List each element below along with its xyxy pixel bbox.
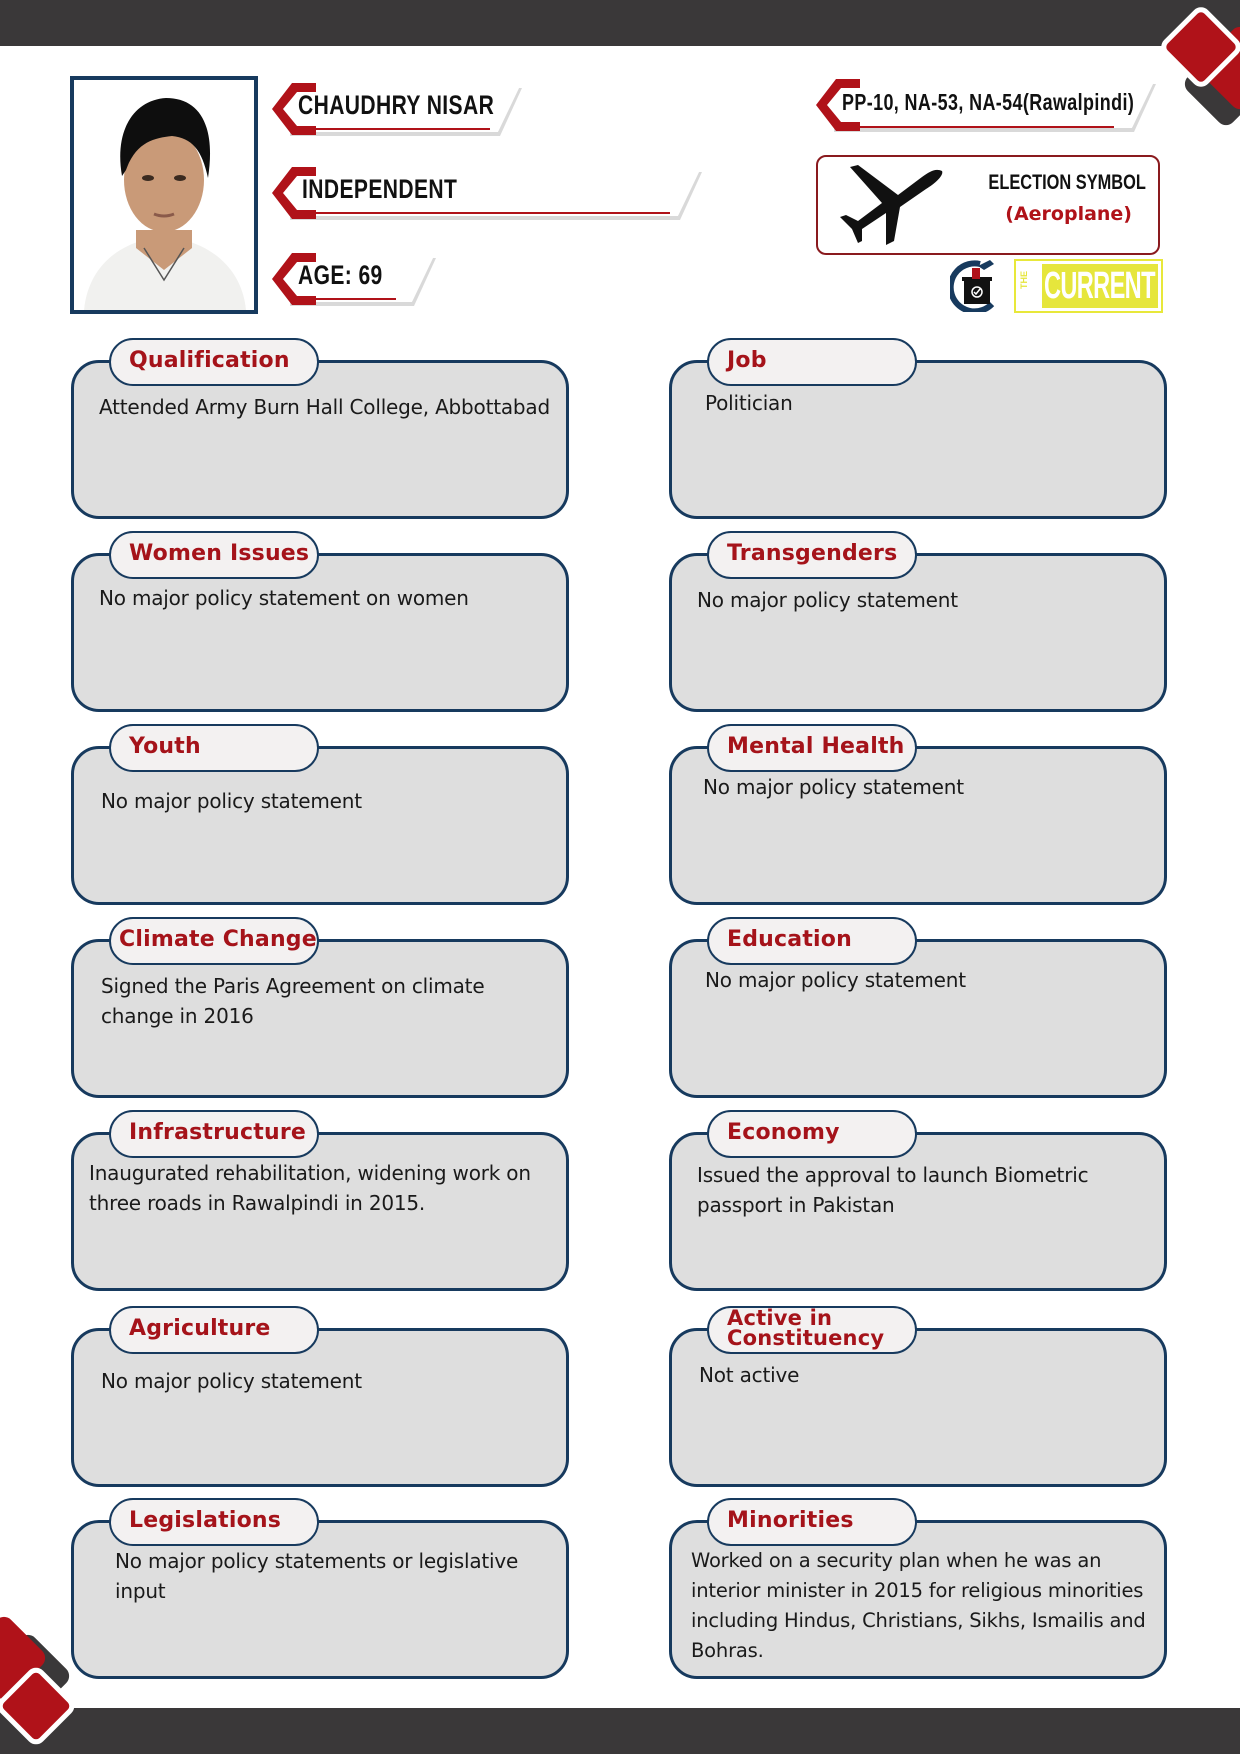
ballot-box-icon (950, 258, 1000, 312)
card-text: No major policy statement (101, 789, 362, 813)
corner-decoration-top-right (1160, 0, 1240, 140)
portrait-image (74, 80, 254, 310)
card-title: Youth (129, 734, 201, 759)
card-title: Agriculture (129, 1316, 271, 1341)
card-agriculture (71, 1306, 569, 1506)
card-title: Infrastructure (129, 1120, 307, 1145)
card-text: No major policy statement on women (99, 586, 469, 610)
card-title: Mental Health (727, 734, 905, 759)
election-symbol-title: ELECTION SYMBOL (988, 171, 1146, 194)
ballot-box-logo (950, 258, 1000, 312)
card-education (669, 917, 1167, 1117)
card-title: Women Issues (129, 541, 310, 566)
card-title: Climate Change (119, 927, 317, 952)
card-climate-change (71, 917, 569, 1117)
candidate-age: AGE: 69 (298, 260, 383, 290)
card-text: No major policy statement (697, 588, 958, 612)
election-symbol-box (816, 155, 1160, 255)
constituency-label: PP-10, NA-53, NA-54(Rawalpindi) (842, 89, 1135, 115)
election-symbol-name: (Aeroplane) (1005, 203, 1132, 225)
card-text: Not active (699, 1363, 800, 1387)
card-title: Active in Constituency (727, 1306, 885, 1350)
top-bar (0, 0, 1240, 46)
card-legislations (71, 1498, 569, 1698)
card-title: Legislations (129, 1508, 282, 1533)
card-mental-health (669, 724, 1167, 924)
card-text: Worked on a security plan when he was an interior minister in 2015 for religious minorities including Hindus, Christians, Sikhs, Ismailis and Bohras. (691, 1549, 1146, 1662)
logo-prefix: THE (1019, 271, 1029, 289)
name-badge (266, 80, 526, 138)
corner-decoration-bottom-left (0, 1620, 80, 1754)
aeroplane-icon (838, 163, 948, 247)
card-title: Education (727, 927, 852, 952)
card-title: Minorities (727, 1508, 854, 1533)
logo-text: CURRENT (1044, 265, 1155, 307)
card-transgenders (669, 531, 1167, 731)
card-text: No major policy statements or legislative input (115, 1549, 519, 1603)
party-name: INDEPENDENT (302, 174, 458, 204)
card-women-issues (71, 531, 569, 731)
card-text: Signed the Paris Agreement on climate change in 2016 (101, 974, 485, 1028)
card-economy (669, 1110, 1167, 1310)
card-qualification (71, 338, 569, 538)
card-text: No major policy statement (703, 775, 964, 799)
card-infrastructure (71, 1110, 569, 1310)
card-job (669, 338, 1167, 538)
the-current-logo (1014, 259, 1163, 313)
card-text: Politician (705, 391, 793, 415)
card-youth (71, 724, 569, 924)
card-title: Qualification (129, 348, 290, 373)
card-active-in-constituency (669, 1306, 1167, 1506)
card-text: No major policy statement (705, 968, 966, 992)
card-title: Economy (727, 1120, 840, 1145)
card-title: Transgenders (727, 541, 898, 566)
age-badge (266, 250, 436, 308)
bottom-bar (0, 1708, 1240, 1754)
card-text: Attended Army Burn Hall College, Abbottabad (99, 395, 550, 419)
candidate-name: CHAUDHRY NISAR (298, 90, 495, 120)
card-text: Issued the approval to launch Biometric passport in Pakistan (697, 1163, 1089, 1217)
party-badge (266, 164, 706, 222)
candidate-photo (70, 76, 258, 314)
card-title: Job (727, 348, 767, 373)
card-text: No major policy statement (101, 1369, 362, 1393)
constituency-badge (810, 76, 1160, 134)
card-minorities (669, 1498, 1167, 1698)
card-text: Inaugurated rehabilitation, widening work on three roads in Rawalpindi in 2015. (89, 1161, 531, 1215)
